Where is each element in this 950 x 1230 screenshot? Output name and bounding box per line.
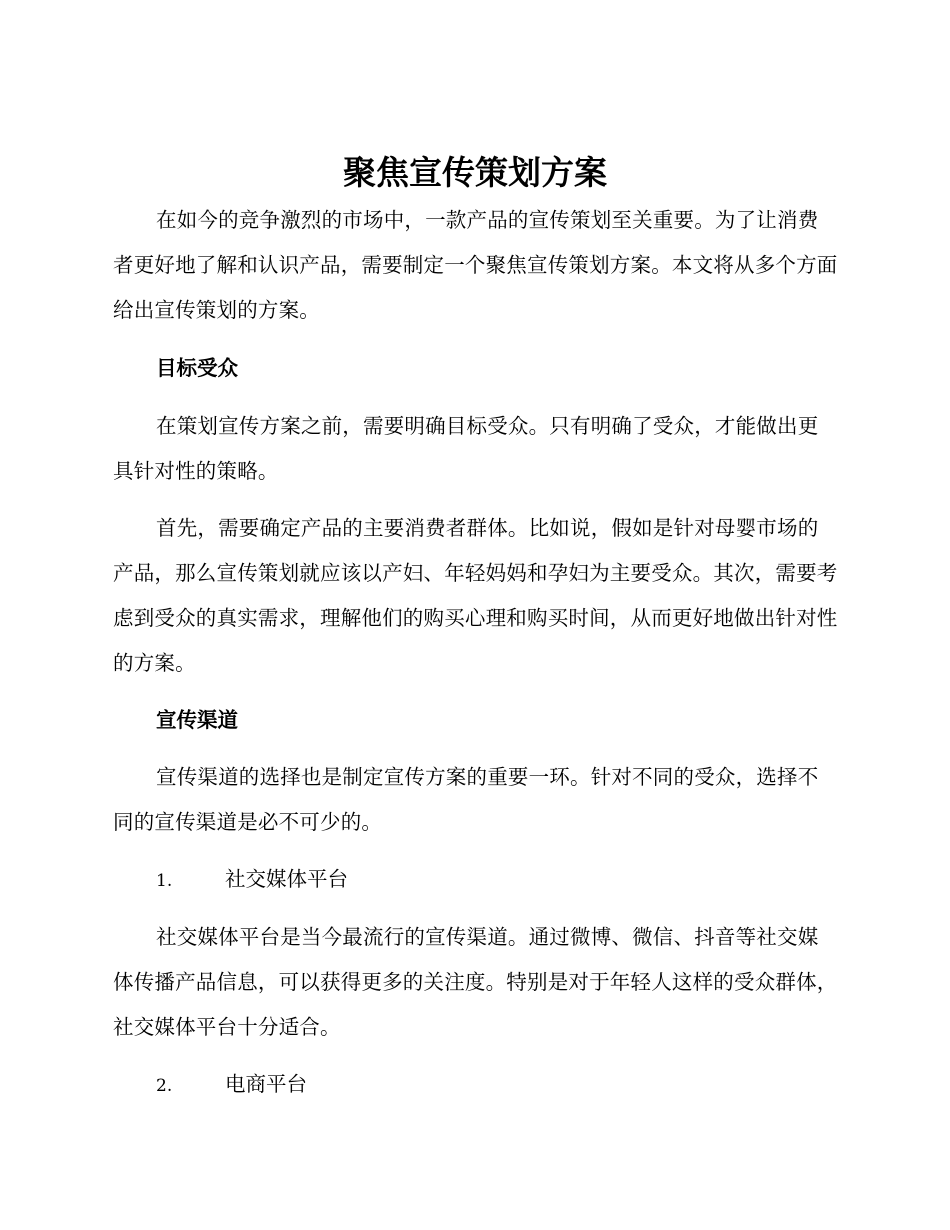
list-item-ecommerce xyxy=(156,1062,307,1109)
paragraph-social-media: 社交媒体平台是当今最流行的宣传渠道。通过微博、微信、抖音等社交媒体传播产品信息，可以获得更多的关注度。特别是对于年轻人这样的受众群体，社交媒体平台十分适合。 xyxy=(113,925,838,1039)
list-item-social-media xyxy=(156,857,348,904)
list-number: 2. xyxy=(156,1076,173,1096)
list-item-label: 电商平台 xyxy=(225,1072,307,1096)
intro-paragraph: 在如今的竞争激烈的市场中，一款产品的宣传策划至关重要。为了让消费者更好地了解和认识产品，需要制定一个聚焦宣传策划方案。本文将从多个方面给出宣传策划的方案。 xyxy=(113,208,838,322)
section-heading-target-audience: 目标受众 xyxy=(156,356,238,380)
paragraph-target-audience-1: 在策划宣传方案之前，需要明确目标受众。只有明确了受众，才能做出更具针对性的策略。 xyxy=(113,414,819,483)
list-item-label: 社交媒体平台 xyxy=(225,867,348,891)
paragraph-channels-1: 宣传渠道的选择也是制定宣传方案的重要一环。针对不同的受众，选择不同的宣传渠道是必不可少的。 xyxy=(113,765,819,834)
list-number: 1. xyxy=(156,871,173,891)
section-heading-channels: 宣传渠道 xyxy=(156,708,238,732)
paragraph-target-audience-2: 首先，需要确定产品的主要消费者群体。比如说，假如是针对母婴市场的产品，那么宣传策划就应该以产妇、年轻妈妈和孕妇为主要受众。其次，需要考虑到受众的真实需求，理解他们的购买心理和购买时间，从而更好地做出针对性的方案。 xyxy=(113,516,838,675)
document-title: 聚焦宣传策划方案 xyxy=(343,153,607,192)
